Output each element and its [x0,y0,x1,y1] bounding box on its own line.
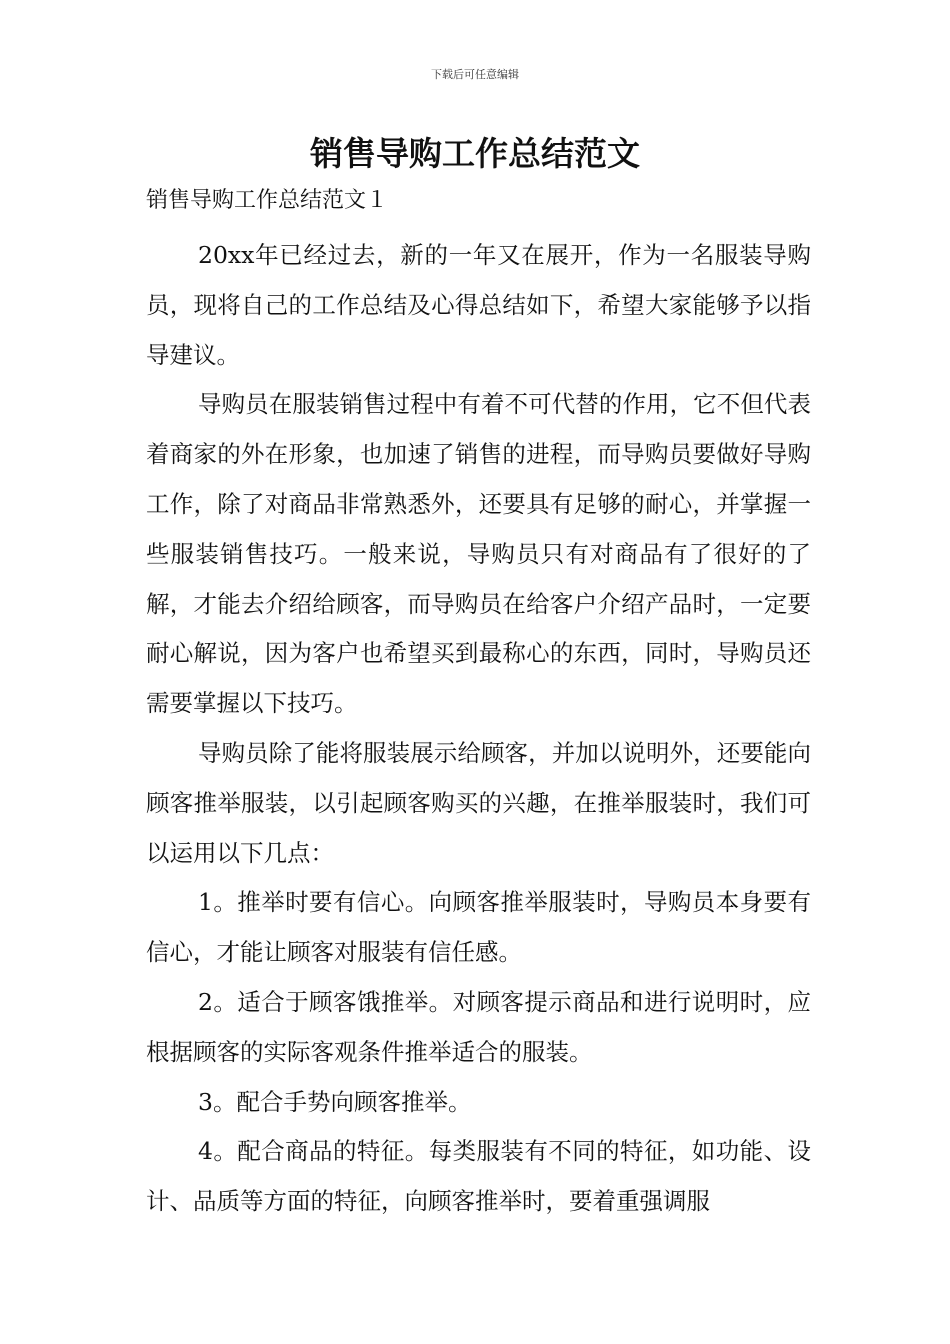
list-item-4: 4。配合商品的特征。每类服装有不同的特征，如功能、设计、品质等方面的特征，向顾客推举时，要着重强调服 [146,1137,811,1216]
section-subtitle: 销售导购工作总结范文１ [146,188,389,213]
document-body [146,183,811,1227]
paragraph-role: 导购员在服装销售过程中有着不可代替的作用，它不但代表着商家的外在形象，也加速了销售的进程，而导购员要做好导购工作，除了对商品非常熟悉外，还要具有足够的耐心，并掌握一些服装销售技巧。一般来说，导购员只有对商品有了很好的了解，才能去介绍给顾客，而导购员在给客户介绍产品时，一定要耐心解说，因为客户也希望买到最称心的东西，同时，导购员还需要掌握以下技巧。 [146,390,811,718]
header-note: 下载后可任意编辑 [431,68,519,81]
list-item-3: 3。配合手势向顾客推举。 [198,1087,472,1116]
paragraph-recommend: 导购员除了能将服装展示给顾客，并加以说明外，还要能向顾客推举服装，以引起顾客购买的兴趣，在推举服装时，我们可以运用以下几点： [146,738,811,867]
document-title: 销售导购工作总结范文 [310,134,640,173]
list-item-2: 2。适合于顾客饿推举。对顾客提示商品和进行说明时，应根据顾客的实际客观条件推举适合的服装。 [146,987,811,1066]
paragraph-intro: 20xx年已经过去，新的一年又在展开，作为一名服装导购员，现将自己的工作总结及心得总结如下，希望大家能够予以指导建议。 [146,241,811,369]
list-item-1: 1。推举时要有信心。向顾客推举服装时，导购员本身要有信心，才能让顾客对服装有信任感。 [146,888,811,967]
